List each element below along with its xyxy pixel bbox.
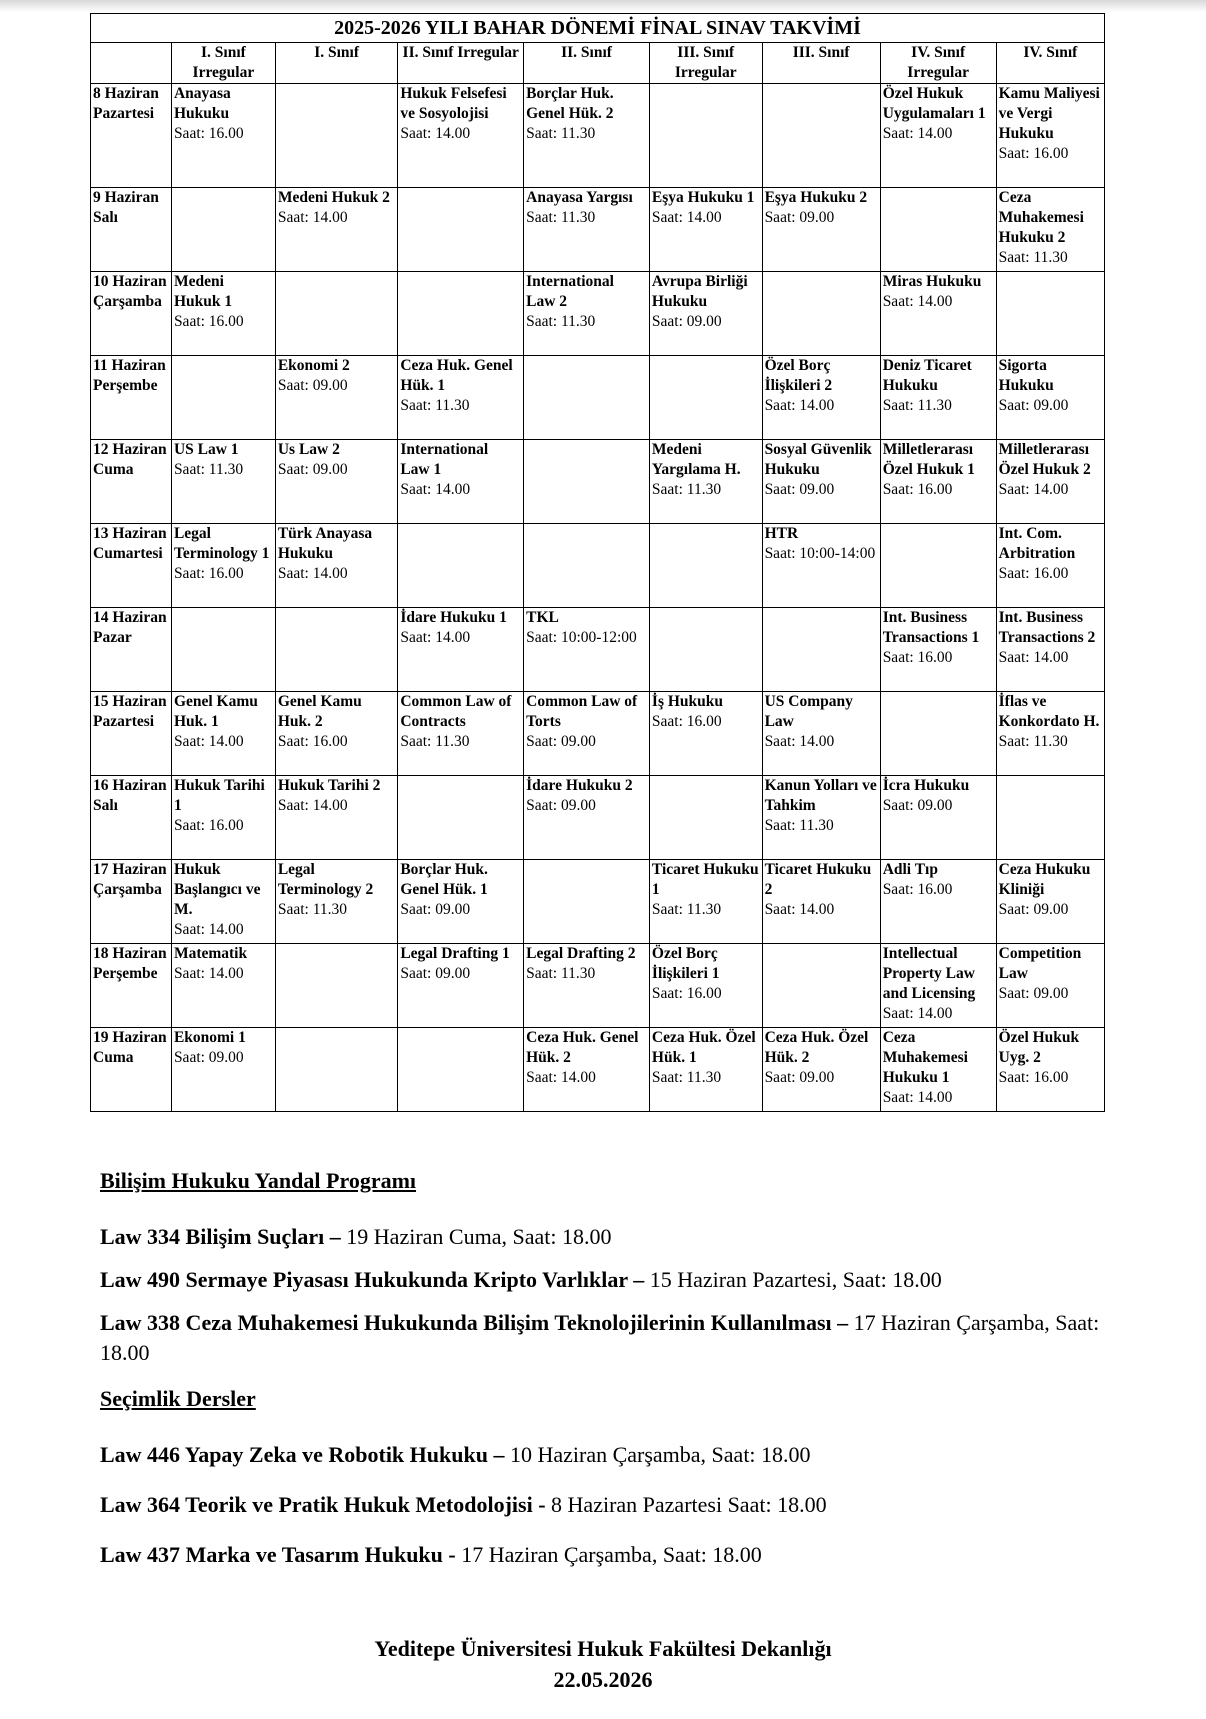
exam-time: Saat: 11.30 xyxy=(526,313,596,330)
exam-time: Saat: 11.30 xyxy=(764,817,834,834)
exam-cell xyxy=(171,356,275,440)
exam-cell xyxy=(762,356,880,440)
exam-time: Saat: 14.00 xyxy=(882,1089,953,1106)
course-name: Kanun Yolları ve Tahkim xyxy=(764,777,877,814)
exam-cell xyxy=(649,84,762,188)
exam-time: Saat: 16.00 xyxy=(882,481,953,498)
course-name: Miras Hukuku xyxy=(882,273,982,290)
exam-time: Saat: 16.00 xyxy=(173,565,244,582)
exam-cell xyxy=(524,356,650,440)
exam-cell xyxy=(649,272,762,356)
course-name: Medeni Hukuk 2 xyxy=(277,189,390,206)
course-name: Ceza Huk. Özel Hük. 1 xyxy=(651,1029,756,1066)
exam-time: Saat: 11.30 xyxy=(400,733,470,750)
table-row xyxy=(91,692,1105,776)
exam-cell xyxy=(398,1028,524,1112)
exam-time: Saat: 14.00 xyxy=(277,565,348,582)
exam-time: Saat: 14.00 xyxy=(173,965,244,982)
day-cell: 17 Haziran Çarşamba xyxy=(91,860,172,944)
column-header-row xyxy=(91,43,1105,84)
course-name: Özel Borç İlişkileri 2 xyxy=(764,357,833,394)
exam-time: Saat: 09.00 xyxy=(277,461,348,478)
course-name: Common Law of Torts xyxy=(526,693,638,730)
exam-cell xyxy=(275,1028,398,1112)
exam-cell xyxy=(649,440,762,524)
exam-cell xyxy=(524,440,650,524)
exam-date-time: 10 Haziran Çarşamba, Saat: 18.00 xyxy=(509,1442,811,1467)
exam-time: Saat: 11.30 xyxy=(651,481,722,498)
document-date: 22.05.2026 xyxy=(553,1667,653,1692)
separator: – xyxy=(324,1224,347,1249)
exam-time: Saat: 16.00 xyxy=(882,881,953,898)
course-name: Borçlar Huk. Genel Hük. 2 xyxy=(526,85,614,122)
course-name: Hukuk Felsefesi ve Sosyolojisi xyxy=(400,85,507,122)
course-name: Sosyal Güvenlik Hukuku xyxy=(764,441,872,478)
exam-cell xyxy=(398,84,524,188)
exam-time: Saat: 14.00 xyxy=(651,209,722,226)
table-row xyxy=(91,84,1105,188)
exam-cell xyxy=(996,944,1104,1028)
exam-cell xyxy=(524,776,650,860)
course-name: Ticaret Hukuku 1 xyxy=(651,861,759,898)
exam-cell xyxy=(275,272,398,356)
course-name: Anayasa Hukuku xyxy=(173,85,231,122)
exam-time: Saat: 11.30 xyxy=(651,1069,722,1086)
exam-time: Saat: 14.00 xyxy=(998,481,1069,498)
exam-time: Saat: 09.00 xyxy=(277,377,348,394)
exam-cell xyxy=(649,608,762,692)
exam-cell xyxy=(398,524,524,608)
course-name: Int. Business Transactions 2 xyxy=(998,609,1096,646)
exam-cell xyxy=(996,188,1104,272)
exam-cell xyxy=(275,608,398,692)
course-name: Ekonomi 2 xyxy=(277,357,350,374)
exam-cell xyxy=(171,188,275,272)
exam-cell xyxy=(880,944,996,1028)
exam-cell xyxy=(996,860,1104,944)
exam-time: Saat: 16.00 xyxy=(651,985,722,1002)
exam-cell xyxy=(762,440,880,524)
course-name: International Law 1 xyxy=(400,441,489,478)
course-name: Matematik xyxy=(173,945,248,962)
course-name: Ceza Huk. Genel Hük. 1 xyxy=(400,357,513,394)
exam-cell xyxy=(880,272,996,356)
separator: - xyxy=(442,1542,462,1567)
exam-cell xyxy=(880,356,996,440)
exam-cell xyxy=(762,84,880,188)
course-name: Hukuk Tarihi 1 xyxy=(173,777,265,814)
exam-cell xyxy=(398,776,524,860)
exam-date-time: 8 Haziran Pazartesi Saat: 18.00 xyxy=(551,1492,827,1517)
course-name: Us Law 2 xyxy=(277,441,340,458)
exam-time: Saat: 14.00 xyxy=(526,1069,596,1086)
exam-time: Saat: 09.00 xyxy=(998,901,1069,918)
course-name: Ticaret Hukuku 2 xyxy=(764,861,872,898)
electives-section xyxy=(100,1384,1110,1414)
exam-time: Saat: 14.00 xyxy=(400,629,471,646)
list-item xyxy=(100,1540,1110,1570)
exam-cell xyxy=(171,692,275,776)
exam-time: Saat: 14.00 xyxy=(764,397,835,414)
course-code-title: Law 490 Sermaye Piyasası Hukukunda Kripto Varlıklar xyxy=(100,1267,628,1292)
exam-cell xyxy=(398,272,524,356)
exam-time: Saat: 16.00 xyxy=(651,713,722,730)
exam-cell xyxy=(880,776,996,860)
exam-time: Saat: 11.30 xyxy=(651,901,722,918)
separator: – xyxy=(831,1310,854,1335)
exam-cell xyxy=(762,188,880,272)
course-name: Competition Law xyxy=(998,945,1082,982)
column-header: II. Sınıf xyxy=(524,43,650,84)
exam-cell xyxy=(996,272,1104,356)
schedule-title: 2025-2026 YILI BAHAR DÖNEMİ FİNAL SINAV TAKVİMİ xyxy=(91,14,1105,43)
exam-time: Saat: 09.00 xyxy=(651,313,722,330)
day-cell: 13 Haziran Cumartesi xyxy=(91,524,172,608)
exam-date-time: 17 Haziran Çarşamba, Saat: 18.00 xyxy=(100,1310,1100,1365)
course-code-title: Law 446 Yapay Zeka ve Robotik Hukuku xyxy=(100,1442,488,1467)
course-name: Legal Terminology 1 xyxy=(173,525,270,562)
course-code-title: Law 334 Bilişim Suçları xyxy=(100,1224,325,1249)
course-name: Hukuk Tarihi 2 xyxy=(277,777,381,794)
course-name: Ceza Muhakemesi Hukuku 2 xyxy=(998,189,1084,246)
exam-time: Saat: 14.00 xyxy=(882,125,953,142)
list-item xyxy=(100,1265,1110,1295)
exam-cell xyxy=(275,860,398,944)
exam-cell xyxy=(171,1028,275,1112)
exam-cell xyxy=(880,1028,996,1112)
table-row xyxy=(91,524,1105,608)
course-name: Medeni Yargılama H. xyxy=(651,441,741,478)
course-name: Milletlerarası Özel Hukuk 1 xyxy=(882,441,975,478)
exam-cell xyxy=(171,524,275,608)
course-name: Avrupa Birliği Hukuku xyxy=(651,273,748,310)
exam-cell xyxy=(880,608,996,692)
day-cell: 14 Haziran Pazar xyxy=(91,608,172,692)
exam-cell xyxy=(398,860,524,944)
table-row xyxy=(91,188,1105,272)
course-name: Legal Drafting 1 xyxy=(400,945,510,962)
course-name: Özel Hukuk Uyg. 2 xyxy=(998,1029,1080,1066)
course-name: Intellectual Property Law and Licensing xyxy=(882,945,976,1002)
exam-cell xyxy=(524,608,650,692)
exam-cell xyxy=(880,860,996,944)
column-header: IV. Sınıf xyxy=(996,43,1104,84)
list-item xyxy=(100,1308,1110,1368)
separator: – xyxy=(627,1267,650,1292)
exam-time: Saat: 11.30 xyxy=(400,397,470,414)
dean-office-signature: Yeditepe Üniversitesi Hukuk Fakültesi Dekanlığı xyxy=(374,1636,832,1661)
course-name: Adli Tıp xyxy=(882,861,938,878)
exam-date-time: 15 Haziran Pazartesi, Saat: 18.00 xyxy=(649,1267,942,1292)
exam-time: Saat: 09.00 xyxy=(526,733,596,750)
day-cell: 11 Haziran Perşembe xyxy=(91,356,172,440)
course-name: İş Hukuku xyxy=(651,693,724,710)
exam-cell xyxy=(762,776,880,860)
exam-cell xyxy=(524,860,650,944)
exam-cell xyxy=(275,524,398,608)
exam-cell xyxy=(524,944,650,1028)
course-name: İdare Hukuku 1 xyxy=(400,609,507,626)
exam-time: Saat: 14.00 xyxy=(400,125,471,142)
exam-time: Saat: 11.30 xyxy=(998,733,1068,750)
exam-cell xyxy=(996,776,1104,860)
column-header: I. Sınıf Irregular xyxy=(171,43,275,84)
list-item xyxy=(100,1440,1110,1470)
exam-cell xyxy=(996,524,1104,608)
exam-time: Saat: 11.30 xyxy=(998,249,1068,266)
exam-cell xyxy=(762,860,880,944)
exam-cell xyxy=(398,608,524,692)
course-name: Ekonomi 1 xyxy=(173,1029,246,1046)
exam-cell xyxy=(275,84,398,188)
exam-time: Saat: 09.00 xyxy=(998,985,1069,1002)
exam-time: Saat: 11.30 xyxy=(173,461,244,478)
exam-time: Saat: 14.00 xyxy=(400,481,471,498)
column-header: I. Sınıf xyxy=(275,43,398,84)
exam-time: Saat: 10:00-12:00 xyxy=(526,629,637,646)
exam-cell xyxy=(398,440,524,524)
exam-time: Saat: 11.30 xyxy=(526,209,596,226)
exam-time: Saat: 10:00-14:00 xyxy=(764,545,876,562)
exam-cell xyxy=(524,84,650,188)
exam-time: Saat: 09.00 xyxy=(882,797,953,814)
course-name: TKL xyxy=(526,609,559,626)
exam-time: Saat: 14.00 xyxy=(882,1005,953,1022)
course-name: Özel Hukuk Uygulamaları 1 xyxy=(882,85,986,122)
course-name: Legal Terminology 2 xyxy=(277,861,374,898)
exam-cell xyxy=(649,860,762,944)
course-name: Türk Anayasa Hukuku xyxy=(277,525,373,562)
exam-cell xyxy=(398,356,524,440)
exam-time: Saat: 16.00 xyxy=(998,145,1069,162)
exam-cell xyxy=(171,440,275,524)
exam-cell xyxy=(649,188,762,272)
minor-program-heading: Bilişim Hukuku Yandal Programı xyxy=(100,1168,417,1193)
course-code-title: Law 338 Ceza Muhakemesi Hukukunda Bilişim Teknolojilerinin Kullanılması xyxy=(100,1310,832,1335)
exam-cell xyxy=(171,776,275,860)
exam-time: Saat: 09.00 xyxy=(998,397,1069,414)
exam-cell xyxy=(649,524,762,608)
exam-cell xyxy=(524,524,650,608)
course-name: Kamu Maliyesi ve Vergi Hukuku xyxy=(998,85,1100,142)
exam-cell xyxy=(171,608,275,692)
separator: – xyxy=(487,1442,510,1467)
course-name: Sigorta Hukuku xyxy=(998,357,1054,394)
list-item xyxy=(100,1222,1110,1252)
exam-cell xyxy=(275,188,398,272)
course-name: International Law 2 xyxy=(526,273,614,310)
course-name: İflas ve Konkordato H. xyxy=(998,693,1100,730)
exam-time: Saat: 16.00 xyxy=(998,1069,1069,1086)
schedule-body xyxy=(91,84,1105,1112)
exam-cell xyxy=(171,860,275,944)
exam-time: Saat: 09.00 xyxy=(764,1069,835,1086)
course-name: Medeni Hukuk 1 xyxy=(173,273,233,310)
separator: - xyxy=(532,1492,552,1517)
exam-time: Saat: 11.30 xyxy=(882,397,952,414)
table-row xyxy=(91,776,1105,860)
exam-cell xyxy=(762,608,880,692)
exam-time: Saat: 14.00 xyxy=(277,797,348,814)
course-name: Hukuk Başlangıcı ve M. xyxy=(173,861,261,918)
day-cell: 16 Haziran Salı xyxy=(91,776,172,860)
day-cell: 18 Haziran Perşembe xyxy=(91,944,172,1028)
table-row xyxy=(91,608,1105,692)
course-name: Genel Kamu Huk. 2 xyxy=(277,693,362,730)
exam-time: Saat: 11.30 xyxy=(277,901,348,918)
day-cell: 15 Haziran Pazartesi xyxy=(91,692,172,776)
exam-cell xyxy=(171,944,275,1028)
course-name: Int. Business Transactions 1 xyxy=(882,609,980,646)
exam-cell xyxy=(996,692,1104,776)
exam-cell xyxy=(398,188,524,272)
exam-schedule-table xyxy=(90,13,1105,1112)
exam-time: Saat: 14.00 xyxy=(173,921,244,938)
exam-date-time: 19 Haziran Cuma, Saat: 18.00 xyxy=(346,1224,612,1249)
exam-cell xyxy=(996,1028,1104,1112)
course-name: İcra Hukuku xyxy=(882,777,970,794)
day-cell: 12 Haziran Cuma xyxy=(91,440,172,524)
course-name: Deniz Ticaret Hukuku xyxy=(882,357,972,394)
exam-time: Saat: 16.00 xyxy=(173,313,244,330)
exam-time: Saat: 11.30 xyxy=(526,965,596,982)
exam-time: Saat: 09.00 xyxy=(764,481,835,498)
exam-cell xyxy=(524,272,650,356)
table-row xyxy=(91,1028,1105,1112)
day-cell: 8 Haziran Pazartesi xyxy=(91,84,172,188)
exam-time: Saat: 14.00 xyxy=(998,649,1069,666)
exam-cell xyxy=(398,692,524,776)
column-header: IV. Sınıf Irregular xyxy=(880,43,996,84)
exam-time: Saat: 11.30 xyxy=(526,125,596,142)
exam-cell xyxy=(996,356,1104,440)
exam-cell xyxy=(398,944,524,1028)
exam-time: Saat: 16.00 xyxy=(173,125,244,142)
exam-cell xyxy=(171,272,275,356)
table-row xyxy=(91,440,1105,524)
course-name: Ceza Hukuku Kliniği xyxy=(998,861,1091,898)
course-name: Ceza Huk. Genel Hük. 2 xyxy=(526,1029,639,1066)
course-name: Eşya Hukuku 1 xyxy=(651,189,755,206)
exam-date-time: 17 Haziran Çarşamba, Saat: 18.00 xyxy=(461,1542,762,1567)
exam-cell xyxy=(762,524,880,608)
course-code-title: Law 364 Teorik ve Pratik Hukuk Metodolojisi xyxy=(100,1492,533,1517)
column-header xyxy=(91,43,172,84)
exam-cell xyxy=(880,84,996,188)
exam-cell xyxy=(762,272,880,356)
electives-heading: Seçimlik Dersler xyxy=(100,1386,256,1411)
exam-cell xyxy=(649,692,762,776)
course-name: Legal Drafting 2 xyxy=(526,945,636,962)
exam-cell xyxy=(880,440,996,524)
exam-time: Saat: 16.00 xyxy=(277,733,348,750)
exam-cell xyxy=(762,692,880,776)
course-name: US Law 1 xyxy=(173,441,239,458)
exam-time: Saat: 14.00 xyxy=(764,901,835,918)
exam-time: Saat: 16.00 xyxy=(173,817,244,834)
exam-time: Saat: 09.00 xyxy=(526,797,596,814)
course-name: Eşya Hukuku 2 xyxy=(764,189,868,206)
exam-cell xyxy=(275,440,398,524)
exam-cell xyxy=(275,944,398,1028)
course-name: US Company Law xyxy=(764,693,853,730)
exam-cell xyxy=(996,84,1104,188)
course-name: Borçlar Huk. Genel Hük. 1 xyxy=(400,861,488,898)
column-header: III. Sınıf Irregular xyxy=(649,43,762,84)
exam-time: Saat: 14.00 xyxy=(882,293,953,310)
exam-cell xyxy=(524,188,650,272)
page-top-shadow xyxy=(0,0,1206,12)
course-name: Common Law of Contracts xyxy=(400,693,512,730)
exam-cell xyxy=(171,84,275,188)
exam-cell xyxy=(996,608,1104,692)
exam-cell xyxy=(762,1028,880,1112)
exam-cell xyxy=(880,524,996,608)
exam-cell xyxy=(275,692,398,776)
exam-cell xyxy=(880,692,996,776)
course-name: Int. Com. Arbitration xyxy=(998,525,1076,562)
course-code-title: Law 437 Marka ve Tasarım Hukuku xyxy=(100,1542,443,1567)
exam-time: Saat: 09.00 xyxy=(173,1049,244,1066)
exam-cell xyxy=(996,440,1104,524)
exam-cell xyxy=(762,944,880,1028)
table-row xyxy=(91,272,1105,356)
course-name: Ceza Muhakemesi Hukuku 1 xyxy=(882,1029,968,1086)
list-item xyxy=(100,1490,1110,1520)
exam-time: Saat: 14.00 xyxy=(764,733,835,750)
exam-cell xyxy=(524,1028,650,1112)
exam-time: Saat: 14.00 xyxy=(277,209,348,226)
course-name: Milletlerarası Özel Hukuk 2 xyxy=(998,441,1091,478)
course-name: Ceza Huk. Özel Hük. 2 xyxy=(764,1029,869,1066)
exam-cell xyxy=(649,944,762,1028)
table-row xyxy=(91,944,1105,1028)
exam-time: Saat: 14.00 xyxy=(173,733,244,750)
course-name: Anayasa Yargısı xyxy=(526,189,633,206)
table-row xyxy=(91,860,1105,944)
exam-cell xyxy=(649,776,762,860)
exam-time: Saat: 09.00 xyxy=(400,965,471,982)
day-cell: 10 Haziran Çarşamba xyxy=(91,272,172,356)
course-name: Genel Kamu Huk. 1 xyxy=(173,693,258,730)
exam-cell xyxy=(524,692,650,776)
column-header: III. Sınıf xyxy=(762,43,880,84)
exam-time: Saat: 16.00 xyxy=(882,649,953,666)
exam-cell xyxy=(649,1028,762,1112)
course-name: Özel Borç İlişkileri 1 xyxy=(651,945,720,982)
exam-cell xyxy=(275,776,398,860)
column-header: II. Sınıf Irregular xyxy=(398,43,524,84)
exam-cell xyxy=(275,356,398,440)
exam-cell xyxy=(649,356,762,440)
exam-time: Saat: 09.00 xyxy=(400,901,471,918)
exam-time: Saat: 16.00 xyxy=(998,565,1069,582)
exam-time: Saat: 09.00 xyxy=(764,209,835,226)
day-cell: 19 Haziran Cuma xyxy=(91,1028,172,1112)
course-name: İdare Hukuku 2 xyxy=(526,777,633,794)
exam-cell xyxy=(880,188,996,272)
day-cell: 9 Haziran Salı xyxy=(91,188,172,272)
table-row xyxy=(91,356,1105,440)
minor-program-section xyxy=(100,1166,1110,1196)
course-name: HTR xyxy=(764,525,799,542)
